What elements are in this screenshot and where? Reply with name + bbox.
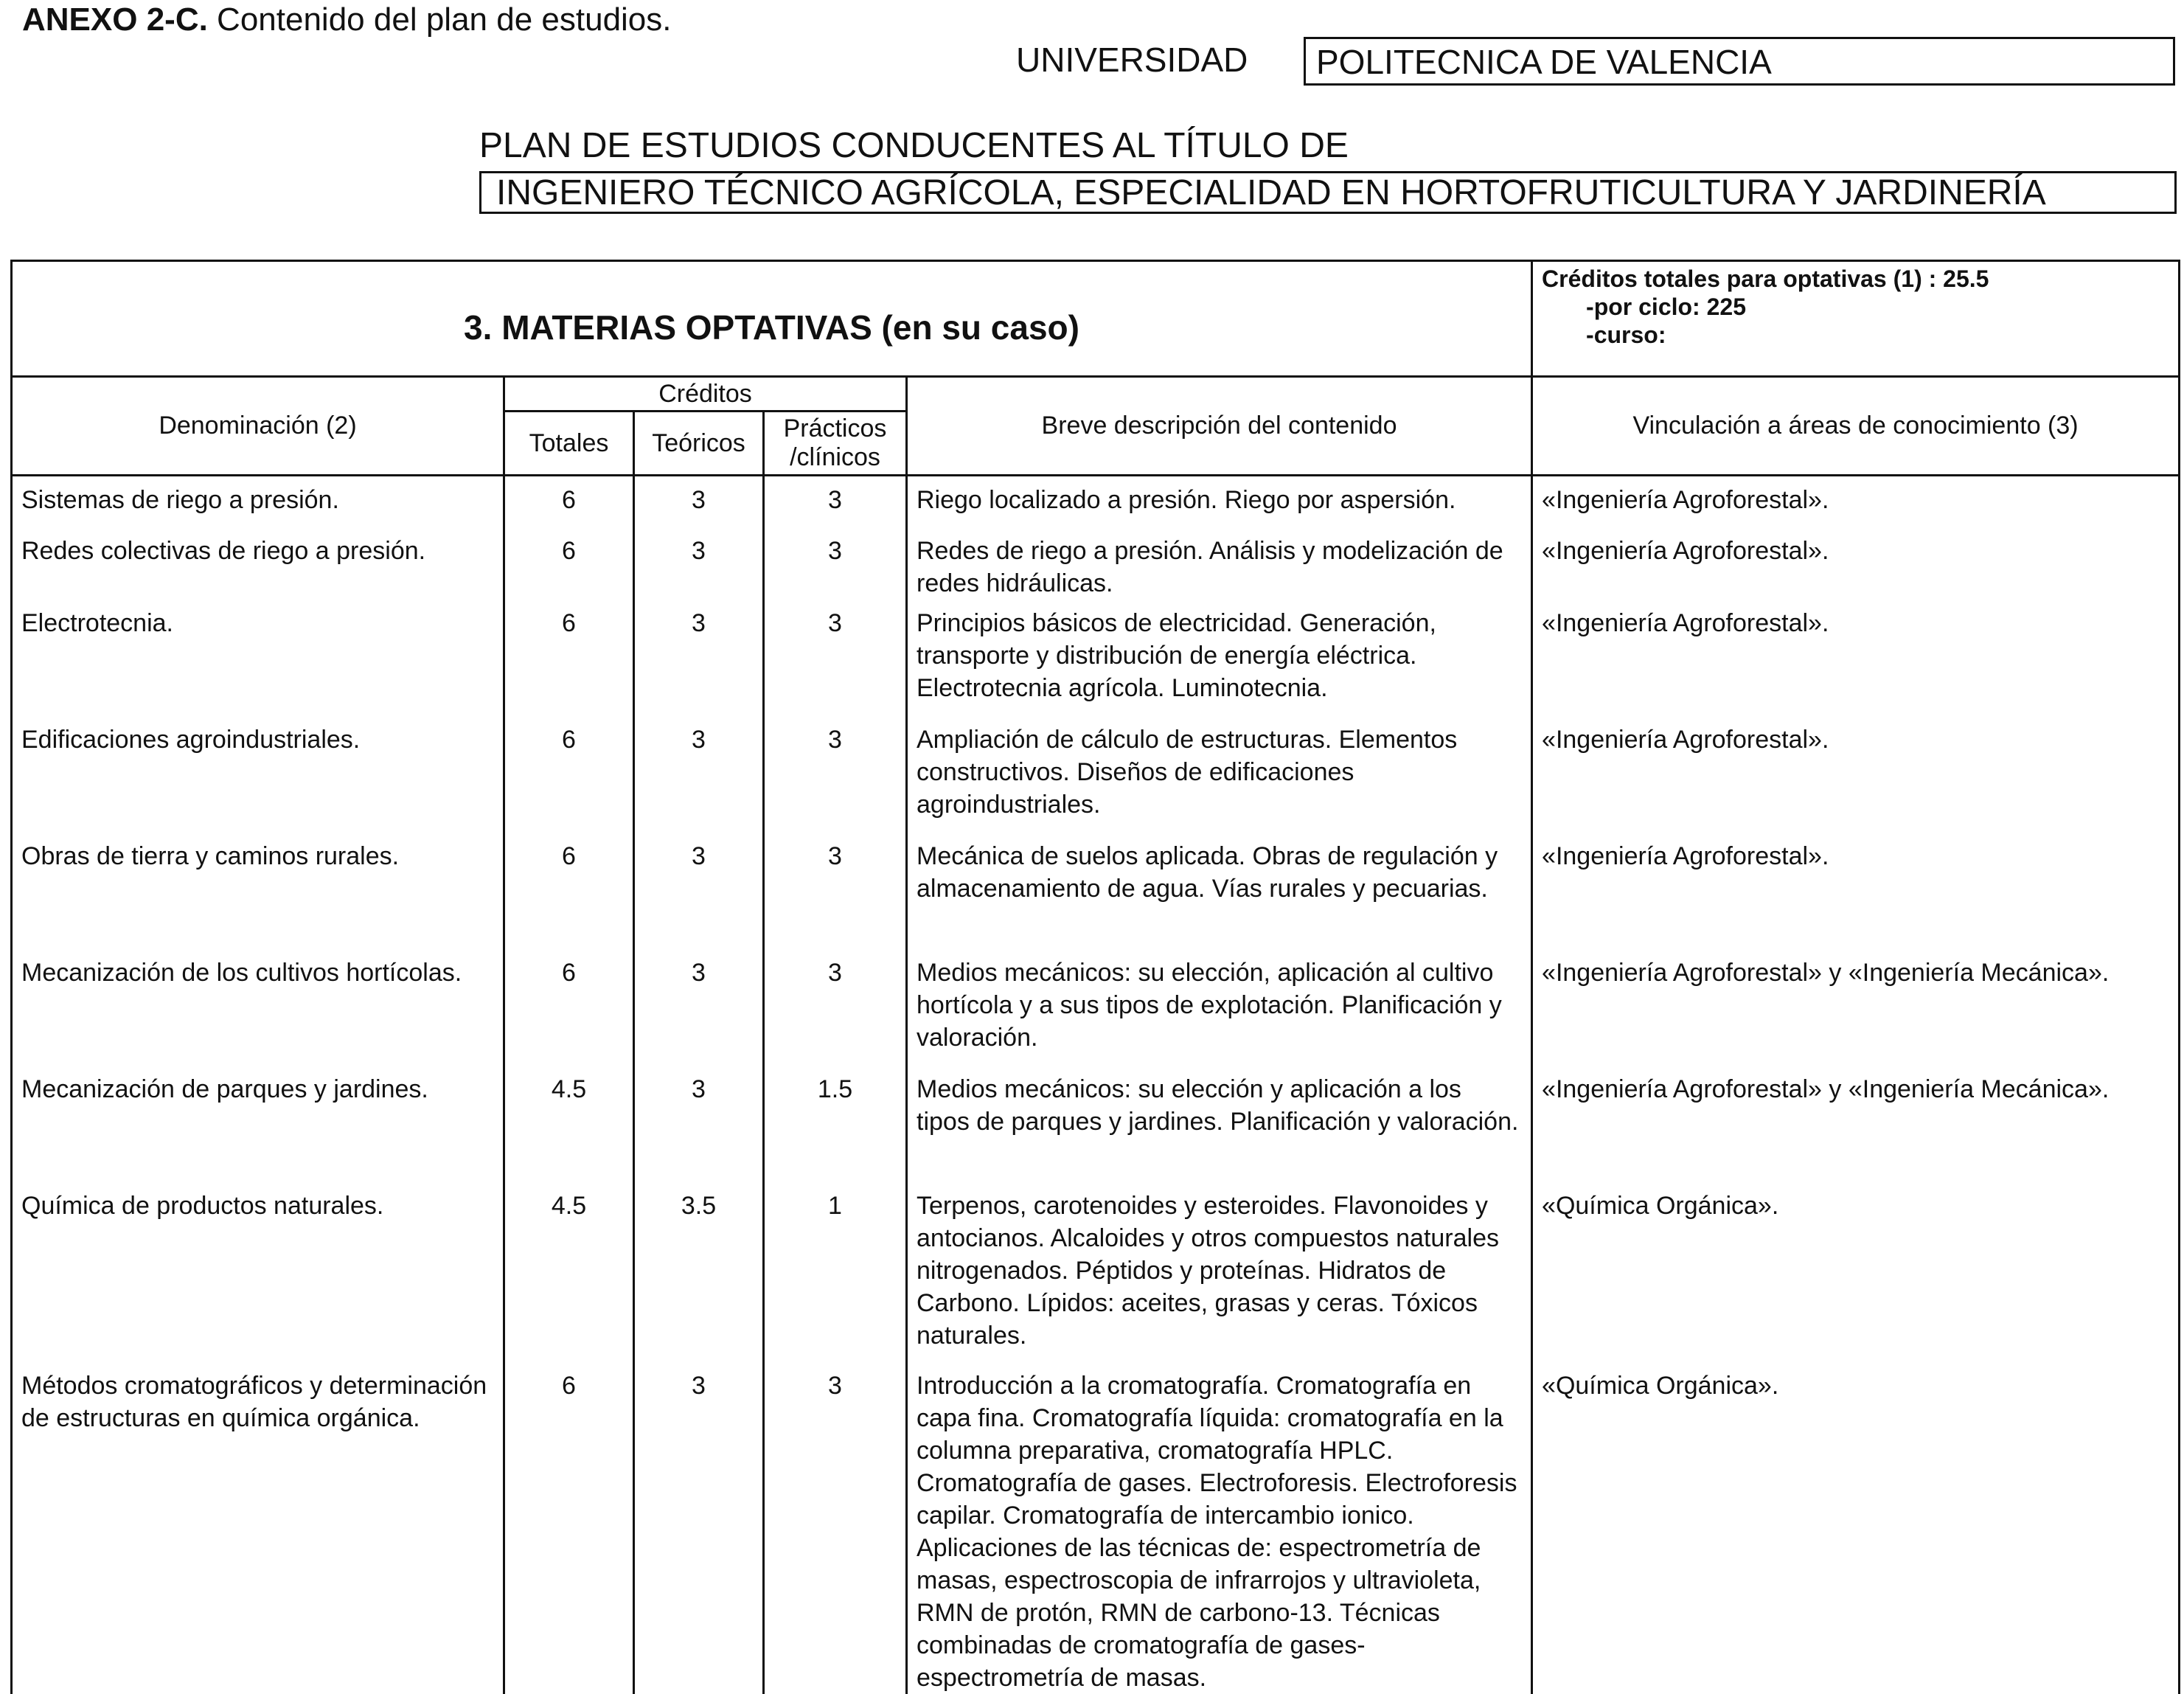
university-label: UNIVERSIDAD [1016,41,1248,79]
credits-teoricos: 3.5 [634,1182,764,1362]
subject-name: Mecanización de parques y jardines. [12,1066,504,1182]
subject-row [12,833,2180,949]
credits-totales: 6 [504,1362,634,1694]
subject-name: Química de productos naturales. [12,1182,504,1362]
credits-practicos: 3 [764,949,907,1066]
annex-heading [22,1,672,38]
credits-totales: 6 [504,476,634,527]
credits-teoricos: 3 [634,1066,764,1182]
subject-row [12,1182,2180,1362]
subject-name: Electrotecnia. [12,600,504,716]
credits-practicos: 3 [764,833,907,949]
subject-name: Métodos cromatográficos y determinación de estructuras en química orgánica. [12,1362,504,1694]
knowledge-area: «Ingeniería Agroforestal». [1532,476,2180,527]
credits-total: Créditos totales para optativas (1) : 25.5 [1542,265,1989,292]
subject-name: Mecanización de los cultivos hortícolas. [12,949,504,1066]
credits-totales: 6 [504,600,634,716]
knowledge-area: «Ingeniería Agroforestal». [1532,527,2180,600]
subject-description: Terpenos, carotenoides y esteroides. Flavonoides y antocianos. Alcaloides y otros compuestos naturales nitrogenados. Péptidos y proteínas. Hidratos de Carbono. Lípidos: aceites, grasas y ceras. Tóxicos naturales. [907,1182,1532,1362]
subject-description: Redes de riego a presión. Análisis y modelización de redes hidráulicas. [907,527,1532,600]
credits-per-course: -curso: [1586,322,1666,348]
credits-practicos: 1 [764,1182,907,1362]
knowledge-area: «Ingeniería Agroforestal» y «Ingeniería Mecánica». [1532,1066,2180,1182]
degree-title: INGENIERO TÉCNICO AGRÍCOLA, ESPECIALIDAD EN HORTOFRUTICULTURA Y JARDINERÍA [479,171,2177,214]
credits-per-cycle: -por ciclo: 225 [1586,294,1746,320]
subject-row [12,476,2180,527]
subject-description: Medios mecánicos: su elección, aplicación al cultivo hortícola y a sus tipos de explotación. Planificación y valoración. [907,949,1532,1066]
subjects-body [12,476,2180,1694]
col-header-descripcion: Breve descripción del contenido [907,377,1532,476]
col-header-creditos: Créditos [504,377,907,412]
credits-practicos: 3 [764,476,907,527]
knowledge-area: «Ingeniería Agroforestal». [1532,600,2180,716]
credits-totales: 6 [504,949,634,1066]
credits-totales: 4.5 [504,1066,634,1182]
subject-row [12,527,2180,600]
subject-description: Introducción a la cromatografía. Cromatografía en capa fina. Cromatografía líquida: cromatografía en la columna preparativa, cromatografía HPLC. Cromatografía de gases. Electroforesis. Electroforesis capilar. Cromatografía de intercambio ionico. Aplicaciones de las técnicas de: espectrometría de masas, espectroscopia de infrarrojos y ultravioleta, RMN de protón, RMN de carbono-13. Técnicas combinadas de cromatografía de gases-espectrometría de masas. [907,1362,1532,1694]
annex-description: Contenido del plan de estudios. [207,1,672,38]
subject-row [12,1066,2180,1182]
credits-teoricos: 3 [634,716,764,833]
credits-practicos: 3 [764,1362,907,1694]
credits-practicos: 3 [764,527,907,600]
credits-practicos: 3 [764,716,907,833]
credits-practicos: 1.5 [764,1066,907,1182]
knowledge-area: «Ingeniería Agroforestal». [1532,833,2180,949]
subject-name: Sistemas de riego a presión. [12,476,504,527]
credits-teoricos: 3 [634,527,764,600]
credits-teoricos: 3 [634,600,764,716]
university-name: POLITECNICA DE VALENCIA [1304,37,2175,86]
credits-teoricos: 3 [634,1362,764,1694]
plan-label: PLAN DE ESTUDIOS CONDUCENTES AL TÍTULO DE [479,126,1349,165]
knowledge-area: «Ingeniería Agroforestal» y «Ingeniería Mecánica». [1532,949,2180,1066]
subject-description: Medios mecánicos: su elección y aplicación a los tipos de parques y jardines. Planificación y valoración. [907,1066,1532,1182]
optional-credits-summary [1532,261,2180,377]
subject-name: Redes colectivas de riego a presión. [12,527,504,600]
knowledge-area: «Química Orgánica». [1532,1362,2180,1694]
credits-totales: 6 [504,716,634,833]
subject-description: Riego localizado a presión. Riego por aspersión. [907,476,1532,527]
col-header-practicos: Prácticos /clínicos [764,412,907,476]
col-header-denominacion: Denominación (2) [12,377,504,476]
credits-totales: 4.5 [504,1182,634,1362]
credits-totales: 6 [504,527,634,600]
subject-name: Obras de tierra y caminos rurales. [12,833,504,949]
subject-description: Ampliación de cálculo de estructuras. Elementos constructivos. Diseños de edificaciones agroindustriales. [907,716,1532,833]
knowledge-area: «Química Orgánica». [1532,1182,2180,1362]
subject-description: Mecánica de suelos aplicada. Obras de regulación y almacenamiento de agua. Vías rurales y pecuarias. [907,833,1532,949]
credits-teoricos: 3 [634,949,764,1066]
optional-subjects-table [10,260,2180,1694]
subject-row [12,600,2180,716]
subject-row [12,949,2180,1066]
credits-practicos: 3 [764,600,907,716]
credits-totales: 6 [504,833,634,949]
subject-row [12,1362,2180,1694]
subject-description: Principios básicos de electricidad. Generación, transporte y distribución de energía eléctrica. Electrotecnia agrícola. Luminotecnia. [907,600,1532,716]
col-header-teoricos: Teóricos [634,412,764,476]
section-title: 3. MATERIAS OPTATIVAS (en su caso) [12,261,1532,377]
col-header-vinculacion: Vinculación a áreas de conocimiento (3) [1532,377,2180,476]
knowledge-area: «Ingeniería Agroforestal». [1532,716,2180,833]
col-header-totales: Totales [504,412,634,476]
credits-teoricos: 3 [634,833,764,949]
credits-teoricos: 3 [634,476,764,527]
annex-number: ANEXO 2-C. [22,1,208,38]
subject-name: Edificaciones agroindustriales. [12,716,504,833]
subject-row [12,716,2180,833]
